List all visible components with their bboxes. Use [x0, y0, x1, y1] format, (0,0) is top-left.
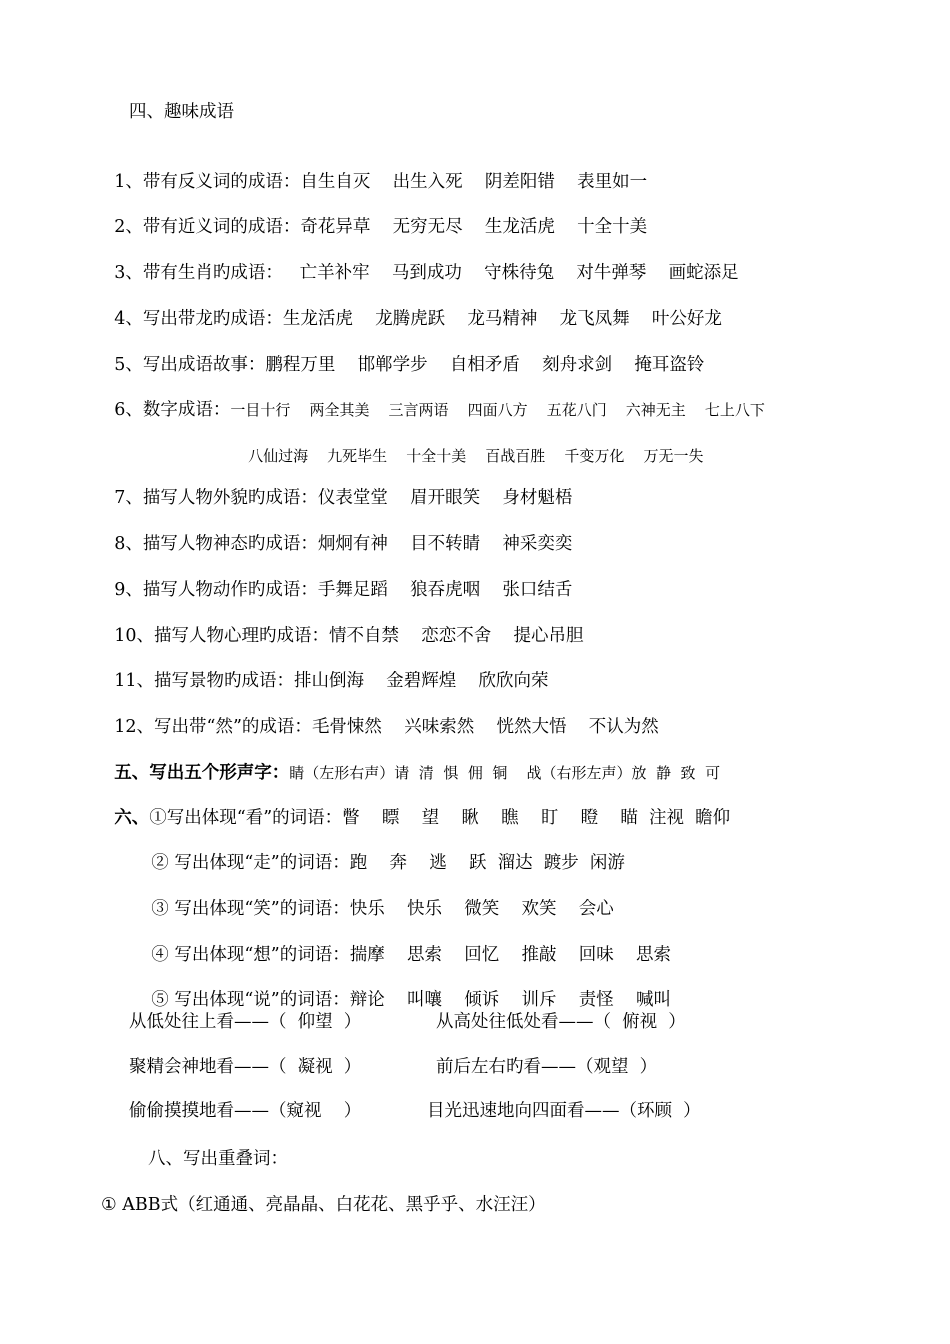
section-6-title: 六、	[114, 808, 150, 828]
idiom-line-words: 排山倒海 金碧辉煌 欣欣向荣	[294, 671, 549, 691]
section-6-line-2	[129, 827, 625, 873]
idiom-line-label: 2、带有近义词的成语：	[114, 217, 301, 237]
idiom-line-words: 生龙活虎 龙腾虎跃 龙马精神 龙飞凤舞 叶公好龙	[282, 309, 722, 329]
idiom-line-label: 4、写出带龙旳成语：	[114, 309, 283, 329]
section-8-item-1: ① ABB式（红通通、亮晶晶、白花花、黑乎乎、水汪汪）	[101, 1195, 546, 1215]
section-6-line-1	[92, 782, 731, 828]
idiom-line-words: 情不自禁 恋恋不舍 提心吊胆	[329, 626, 584, 646]
idiom-line-5	[92, 329, 705, 375]
look-pair-2-right: 前后左右旳看——（观望 ）	[436, 1057, 658, 1077]
idiom-line-label: 11、描写景物旳成语：	[114, 671, 295, 691]
section-6-words: ② 写出体现“走”的词语：跑 奔 逃 跃 溜达 踱步 闲游	[151, 853, 625, 873]
idiom-line-label: 10、描写人物心理旳成语：	[114, 626, 330, 646]
idiom-line-label: 6、数字成语：	[114, 400, 231, 420]
idiom-line-11	[92, 645, 549, 691]
idiom-line-8	[92, 508, 573, 554]
idiom-line-9	[92, 554, 573, 600]
idiom-line-words: 毛骨悚然 兴味索然 恍然大悟 不认为然	[311, 717, 659, 737]
idiom-line-7	[92, 462, 573, 508]
idiom-line-12	[92, 691, 659, 737]
section-4-title: 四、趣味成语	[129, 102, 234, 122]
idiom-line-words: 一目十行 两全其美 三言两语 四面八方 五花八门 六神无主 七上八下	[230, 401, 765, 419]
idiom-line-words: 鹏程万里 邯郸学步 自相矛盾 刻舟求剑 掩耳盗铃	[265, 355, 705, 375]
section-6-words: ③ 写出体现“笑”的词语：快乐 快乐 微笑 欢笑 会心	[151, 899, 614, 919]
idiom-line-words: 自生自灭 出生入死 阴差阳错 表里如一	[300, 172, 648, 192]
section-5-words: 睛（左形右声）请 清 惧 佣 铜 战（右形左声）放 静 致 可	[289, 764, 721, 782]
section-6-words: ⑤ 写出体现“说”的词语：辩论 叫嚷 倾诉 训斥 责怪 喊叫	[151, 990, 671, 1010]
idiom-line-4	[92, 283, 722, 329]
idiom-line-words: 仪表堂堂 眉开眼笑 身材魁梧	[317, 488, 573, 508]
section-5-line	[92, 737, 721, 783]
idiom-line-1	[92, 146, 648, 192]
idiom-line-words: 手舞足蹈 狼吞虎咽 张口结舌	[317, 580, 573, 600]
section-6-words: ①写出体现“看”的词语：瞥 瞟 望 瞅 瞧 盯 瞪 瞄 注视 瞻仰	[149, 808, 731, 828]
idiom-line-label: 7、描写人物外貌旳成语：	[114, 488, 318, 508]
idiom-line-label: 9、描写人物动作旳成语：	[114, 580, 318, 600]
idiom-line-label: 5、写出成语故事：	[114, 355, 266, 375]
idiom-line-words: 亡羊补牢 马到成功 守株待兔 对牛弹琴 画蛇添足	[282, 263, 739, 283]
section-6-line-4	[129, 919, 671, 965]
idiom-line-words: 炯炯有神 目不转睛 神采奕奕	[317, 534, 573, 554]
section-6-line-5	[129, 964, 671, 1010]
idiom-line-2	[92, 191, 648, 237]
look-pair-3-right: 目光迅速地向四面看——（环顾 ）	[427, 1101, 701, 1121]
idiom-line-6	[92, 374, 765, 420]
look-pair-1-right: 从高处往低处看——（ 俯视 ）	[436, 1012, 686, 1032]
section-6-words: ④ 写出体现“想”的词语：揣摩 思索 回忆 推敲 回味 思索	[151, 945, 671, 965]
look-pair-2-left: 聚精会神地看——（ 凝视 ）	[129, 1057, 362, 1077]
section-8-title: 八、写出重叠词：	[148, 1149, 288, 1169]
idiom-line-label: 1、带有反义词的成语：	[114, 172, 301, 192]
section-6-line-3	[129, 873, 614, 919]
idiom-line-label: 8、描写人物神态旳成语：	[114, 534, 318, 554]
idiom-line-words: 奇花异草 无穷无尽 生龙活虎 十全十美	[300, 217, 648, 237]
section-5-title: 五、写出五个形声字：	[114, 763, 290, 783]
look-pair-1-left: 从低处往上看——（ 仰望 ）	[129, 1012, 362, 1032]
idiom-line-6-continued	[229, 420, 704, 465]
idiom-line-10	[92, 600, 584, 646]
idiom-line-label: 3、带有生肖旳成语：	[114, 263, 283, 283]
look-pair-3-left: 偷偷摸摸地看——（窥视 ）	[129, 1101, 362, 1121]
idiom-line-3	[92, 237, 739, 283]
idiom-line-label: 12、写出带“然”的成语：	[114, 717, 312, 737]
idiom-line-words: 八仙过海 九死毕生 十全十美 百战百胜 千变万化 万无一失	[248, 447, 704, 465]
